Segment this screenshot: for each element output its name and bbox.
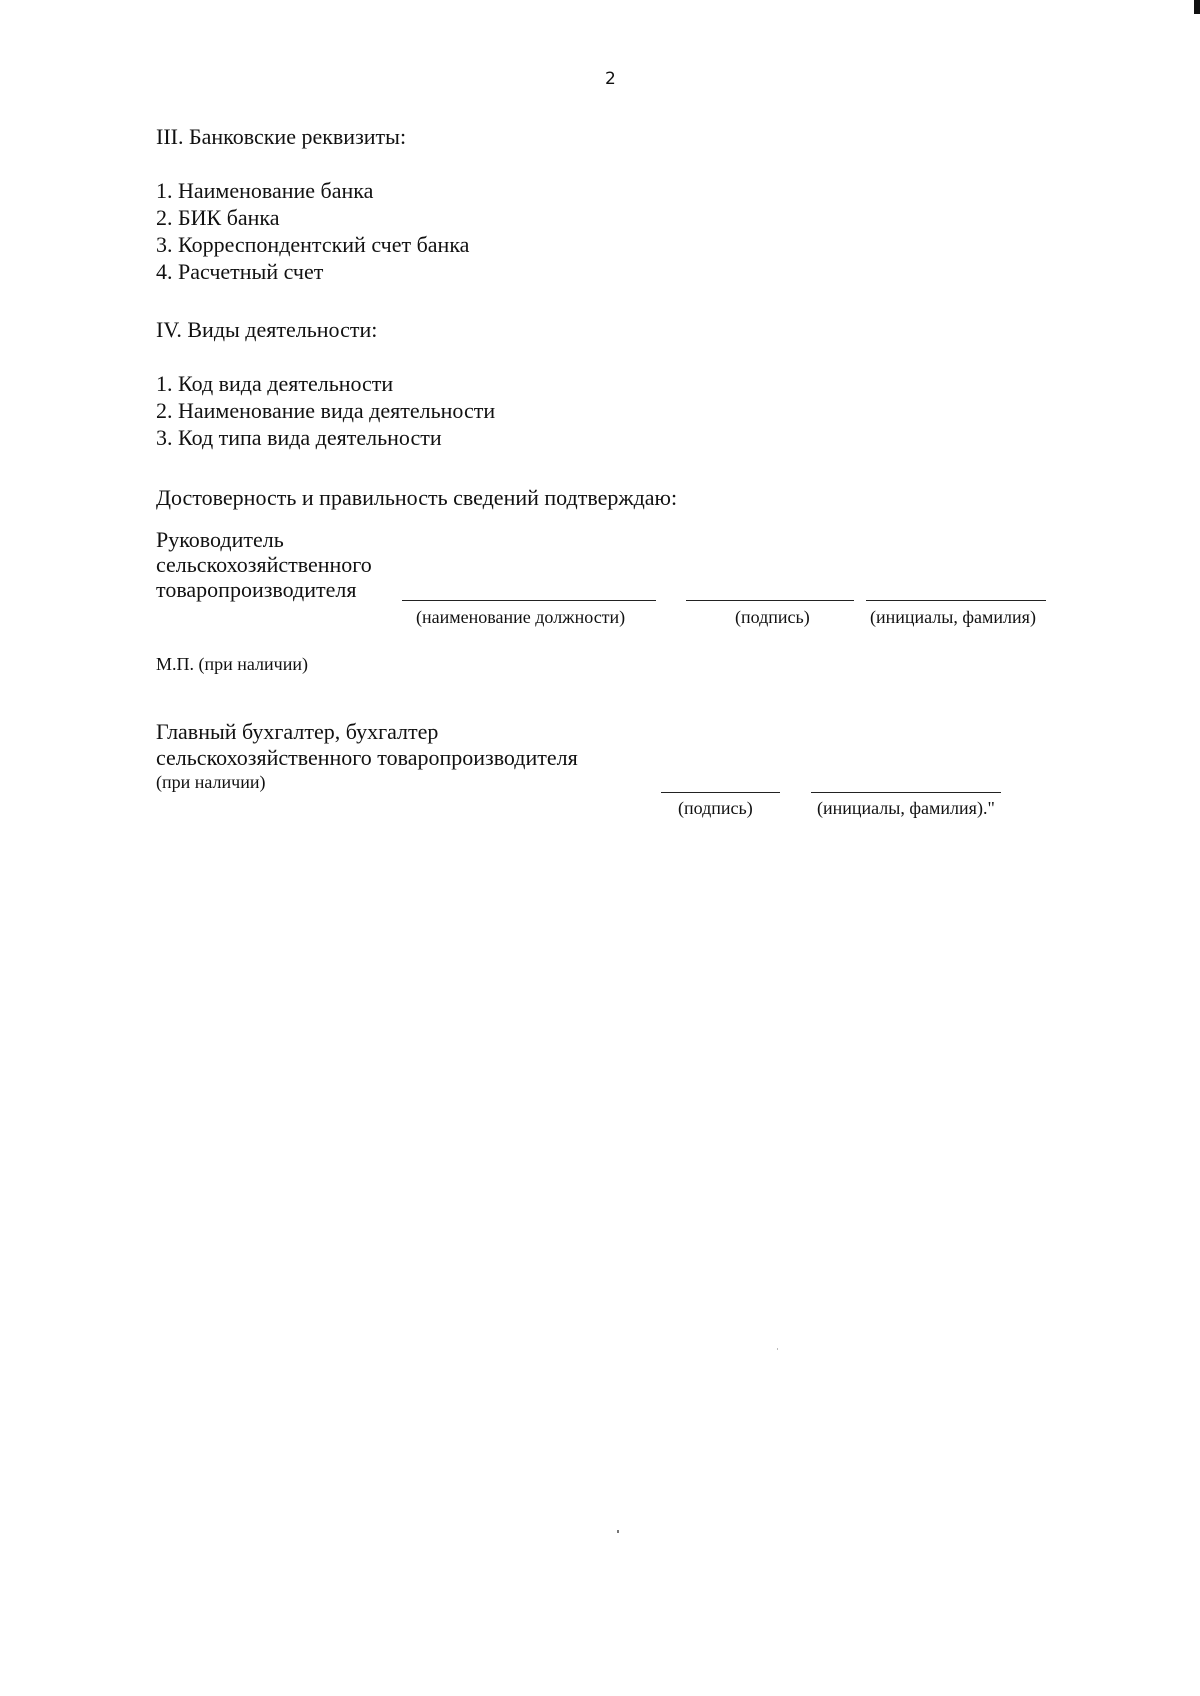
head-position-caption: (наименование должности) [416, 607, 626, 627]
scan-speck [777, 1348, 778, 1350]
list-item: 3. Код типа вида деятельности [156, 425, 442, 450]
accountant-signature-caption: (подпись) [678, 798, 753, 818]
head-title [156, 527, 372, 602]
accountant-name-caption: (инициалы, фамилия)." [817, 798, 995, 818]
list-item: 2. БИК банка [156, 205, 280, 230]
section-bank-list [156, 177, 469, 285]
head-title-line: сельскохозяйственного [156, 552, 372, 577]
scan-edge-mark [1194, 0, 1200, 14]
list-item: 3. Корреспондентский счет банка [156, 232, 470, 257]
page-number: 2 [605, 69, 616, 89]
head-title-line: Руководитель [156, 527, 284, 552]
head-signature-line [686, 600, 854, 601]
accountant-title [156, 719, 578, 771]
confirmation-statement: Достоверность и правильность сведений подтверждаю: [156, 485, 678, 510]
stamp-note: М.П. (при наличии) [156, 654, 308, 674]
head-name-caption: (инициалы, фамилия) [870, 607, 1036, 627]
accountant-title-line: сельскохозяйственного товаропроизводителя [156, 745, 578, 770]
accountant-name-line [811, 792, 1001, 793]
accountant-signature-line [661, 792, 780, 793]
section-activity-list [156, 370, 495, 451]
list-item: 2. Наименование вида деятельности [156, 398, 496, 423]
head-signature-caption: (подпись) [735, 607, 810, 627]
scan-speck [617, 1530, 619, 1533]
head-name-line [866, 600, 1046, 601]
section-activity-heading: IV. Виды деятельности: [156, 317, 378, 342]
list-item: 4. Расчетный счет [156, 259, 324, 284]
head-title-line: товаропроизводителя [156, 577, 357, 602]
accountant-note: (при наличии) [156, 772, 266, 792]
accountant-title-line: Главный бухгалтер, бухгалтер [156, 719, 439, 744]
section-bank-heading: III. Банковские реквизиты: [156, 124, 407, 149]
list-item: 1. Код вида деятельности [156, 371, 394, 396]
list-item: 1. Наименование банка [156, 178, 374, 203]
head-position-line [402, 600, 656, 601]
